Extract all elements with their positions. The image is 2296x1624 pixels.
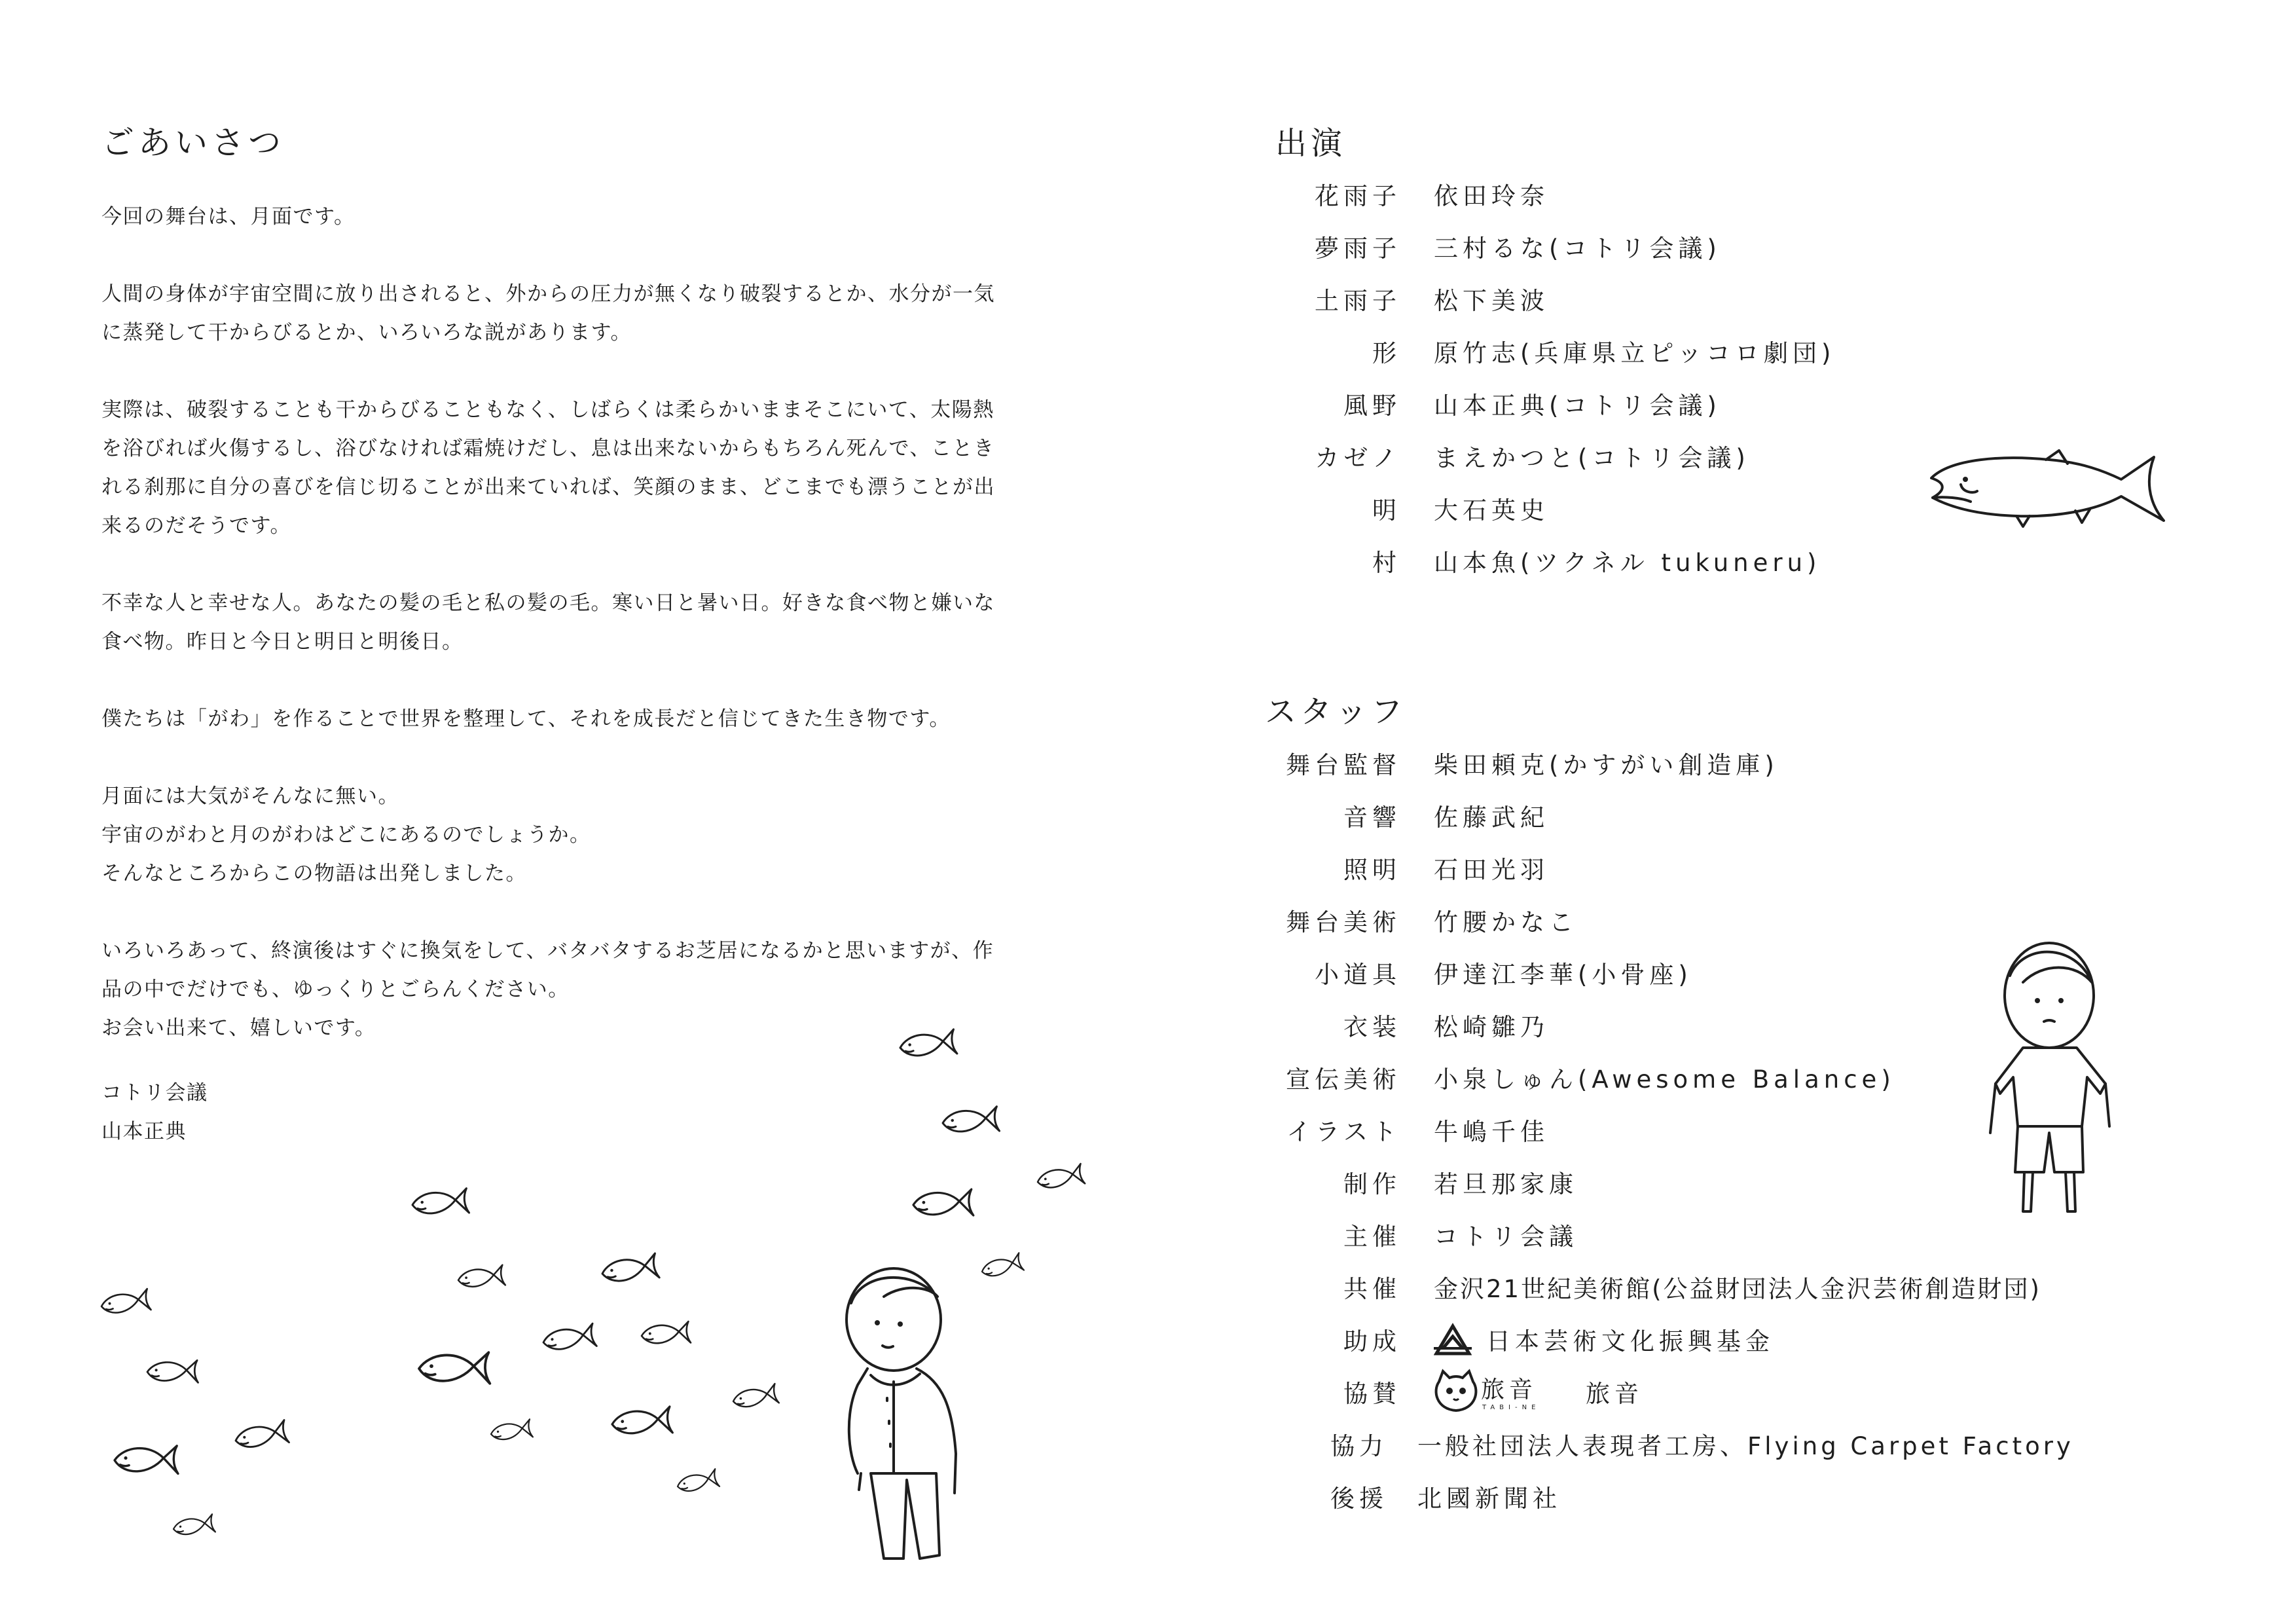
greeting-paragraph: 月面には大気がそんなに無い。 宇宙のがわと月のがわはどこにあるのでしょうか。 そんなところからこの物語は出発しました。 — [101, 784, 591, 885]
staff-name: 牛嶋千佳 — [1434, 1118, 1549, 1146]
staff-role: 後援 — [1330, 1485, 1388, 1513]
staff-role: 音響 — [1343, 803, 1401, 832]
staff-name: 伊達江李華(小骨座) — [1434, 961, 1692, 989]
staff-name: 日本芸術文化振興基金 — [1486, 1327, 1774, 1356]
staff-row — [1264, 1470, 2213, 1522]
small-fish-drawing — [942, 1107, 1000, 1135]
tabine-cat-logo-icon — [1434, 1369, 1558, 1414]
staff-row — [1264, 1313, 2213, 1365]
staff-row — [1264, 841, 2213, 894]
cast-name: 松下美波 — [1434, 287, 1549, 315]
boy-drawing — [1984, 936, 2121, 1225]
cast-role: 形 — [1372, 339, 1401, 367]
small-fish-drawing — [490, 1419, 533, 1443]
staff-role: 主催 — [1343, 1223, 1401, 1251]
cast-row — [1264, 272, 2213, 325]
small-fish-drawing — [234, 1420, 289, 1451]
greeting-paragraph: いろいろあって、終演後はすぐに換気をして、バタバタするお芝居になるかと思いますが、作 品の中でだけでも、ゆっくりとごらんください。 お会い出来て、嬉しいです。 — [101, 939, 994, 1040]
cast-role: 村 — [1372, 549, 1401, 577]
arts-fund-logo-icon — [1434, 1322, 1472, 1356]
staff-row — [1264, 737, 2213, 789]
small-fish-drawing — [980, 1253, 1024, 1280]
staff-name: 旅音 — [1586, 1380, 1643, 1408]
greeting-paragraph: 実際は、破裂することも干からびることもなく、しばらくは柔らかいままそこにいて、太陽熱 を浴びれば火傷するし、浴びなければ霜焼けだし、息は出来ないからもちろん死んで、ことき れる刹那に自分の喜びを信じ切ることが出来ていれば、笑顔のまま、どこまでも漂うことが出 来るのだそうです。 — [101, 398, 995, 538]
staff-role: 助成 — [1343, 1327, 1401, 1356]
staff-row — [1264, 1261, 2213, 1313]
cast-row — [1264, 220, 2213, 272]
staff-name: 松崎雛乃 — [1434, 1013, 1549, 1041]
cast-role: 花雨子 — [1315, 182, 1401, 210]
greeting-paragraph: 僕たちは「がわ」を作ることで世界を整理して、それを成長だと信じてきた生き物です。 — [101, 707, 951, 731]
staff-name: 若旦那家康 — [1434, 1170, 1578, 1198]
staff-role: 衣装 — [1343, 1013, 1401, 1041]
logo-text: 旅音 — [1481, 1376, 1538, 1403]
cast-role: カゼノ — [1315, 444, 1401, 472]
staff-role: 宣伝美術 — [1286, 1065, 1401, 1094]
staff-name: コトリ会議 — [1434, 1223, 1578, 1251]
small-fish-drawing — [100, 1289, 151, 1316]
cast-role: 風野 — [1343, 392, 1401, 420]
staff-row — [1264, 789, 2213, 841]
small-fish-drawing — [641, 1321, 691, 1346]
cast-role: 夢雨子 — [1315, 234, 1401, 263]
staff-name: 一般社団法人表現者工房、Flying Carpet Factory — [1417, 1432, 2074, 1460]
staff-row — [1264, 1418, 2213, 1470]
staff-role: 照明 — [1343, 856, 1401, 884]
large-fish-drawing — [1925, 445, 2174, 537]
staff-name: 柴田頼克(かすがい創造庫) — [1434, 751, 1779, 779]
cast-row — [1264, 377, 2213, 430]
cast-name: 三村るな(コトリ会議) — [1434, 234, 1721, 263]
staff-name: 北國新聞社 — [1417, 1485, 1561, 1513]
logo-subtext: TABI-NE — [1482, 1404, 1540, 1411]
staff-role: イラスト — [1286, 1118, 1401, 1146]
greeting-paragraph: 今回の舞台は、月面です。 — [101, 205, 355, 229]
small-fish-drawing — [676, 1469, 720, 1495]
cast-name: まえかつと(コトリ会議) — [1434, 444, 1750, 472]
small-fish-drawing — [731, 1384, 779, 1411]
small-fish-drawing — [733, 1408, 734, 1409]
greeting-paragraph: 人間の身体が宇宙空間に放り出されると、外からの圧力が無くなり破裂するとか、水分が一気 に蒸発して干からびるとか、いろいろな説があります。 — [101, 282, 995, 344]
staff-role: 協力 — [1330, 1432, 1388, 1460]
small-fish-drawing — [1036, 1164, 1085, 1192]
small-fish-drawing — [419, 1352, 490, 1384]
cast-name: 依田玲奈 — [1434, 182, 1549, 210]
cast-name: 山本正典(コトリ会議) — [1434, 392, 1721, 420]
small-fish-drawing — [172, 1514, 215, 1538]
cast-row — [1264, 168, 2213, 220]
boy-with-fish-drawing — [831, 1257, 975, 1565]
staff-name-with-logo — [1434, 1321, 1774, 1357]
small-fish-drawing — [541, 1323, 596, 1354]
cast-role: 明 — [1372, 496, 1401, 525]
cast-name: 原竹志(兵庫県立ピッコロ劇団) — [1434, 339, 1836, 367]
staff-name: 金沢21世紀美術館(公益財団法人金沢芸術創造財団) — [1434, 1275, 2041, 1303]
small-fish-drawing — [913, 1189, 974, 1217]
staff-role: 共催 — [1343, 1275, 1401, 1303]
greeting-title: ごあいさつ — [101, 124, 285, 162]
staff-role: 舞台美術 — [1286, 908, 1401, 936]
cast-title: 出演 — [1275, 125, 1347, 162]
cast-row — [1264, 325, 2213, 377]
staff-role: 協賛 — [1343, 1380, 1401, 1408]
small-fish-drawing — [611, 1407, 673, 1437]
staff-name: 石田光羽 — [1434, 856, 1549, 884]
staff-row — [1264, 1365, 2213, 1418]
cast-name: 山本魚(ツクネル tukuneru) — [1434, 549, 1821, 577]
signature-text: コトリ会議 山本正典 — [101, 1081, 208, 1143]
staff-role: 制作 — [1343, 1170, 1401, 1198]
cast-name: 大石英史 — [1434, 496, 1549, 525]
small-fish-drawing — [412, 1189, 469, 1217]
cast-row — [1264, 534, 2213, 587]
small-fish-drawing — [457, 1265, 505, 1290]
cast-role: 土雨子 — [1315, 287, 1401, 315]
staff-role: 舞台監督 — [1286, 751, 1401, 779]
small-fish-drawing — [115, 1446, 178, 1474]
small-fish-drawing — [600, 1253, 659, 1285]
small-fish-drawing — [899, 1029, 957, 1060]
staff-name: 佐藤武紀 — [1434, 803, 1549, 832]
staff-name: 竹腰かなこ — [1434, 908, 1578, 936]
staff-name-with-logo — [1434, 1369, 1643, 1414]
staff-name: 小泉しゅん(Awesome Balance) — [1434, 1065, 1895, 1094]
staff-title: スタッフ — [1265, 693, 1407, 730]
small-fish-drawing — [147, 1360, 198, 1382]
staff-role: 小道具 — [1315, 961, 1401, 989]
greeting-paragraph: 不幸な人と幸せな人。あなたの髪の毛と私の髪の毛。寒い日と暑い日。好きな食べ物と嫌いな 食べ物。昨日と今日と明日と明後日。 — [101, 591, 995, 654]
